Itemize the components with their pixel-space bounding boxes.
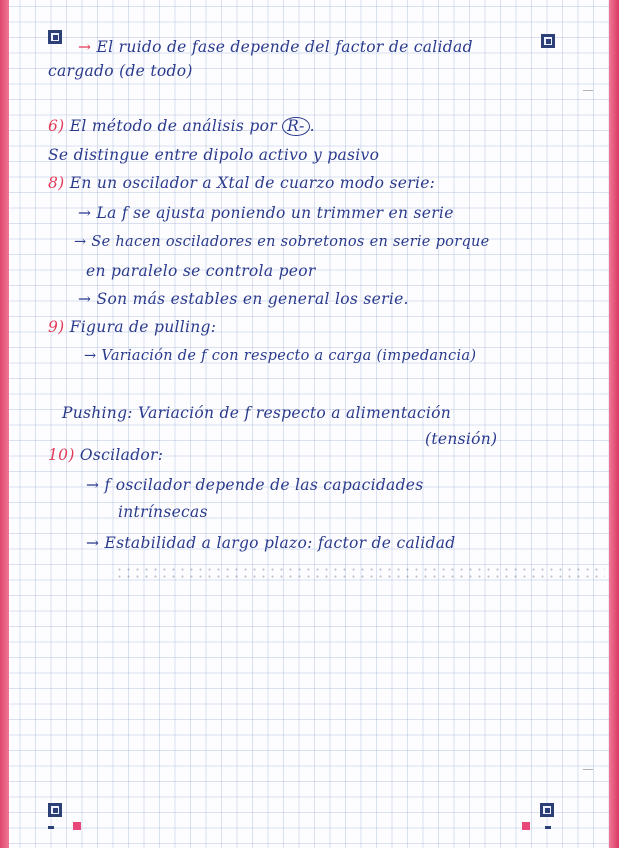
note-line-7: → Se hacen osciladores en sobretonos en serie porque	[74, 234, 490, 250]
arrow-bullet-icon: →	[74, 234, 87, 250]
item-number: 9)	[48, 318, 65, 336]
item-number: 8)	[48, 174, 65, 192]
note-line-16: intrínsecas	[118, 503, 208, 521]
faded-scribble-line	[115, 566, 605, 580]
note-line-15: → f oscilador depende de las capacidades	[86, 476, 424, 494]
item-number: 10)	[48, 446, 75, 464]
corner-marker-bottom-left	[48, 803, 62, 817]
edge-tick	[583, 90, 593, 91]
circled-label: R-	[282, 117, 310, 136]
corner-marker-top-right	[541, 34, 555, 48]
note-line-4: Se distingue entre dipolo activo y pasivo	[48, 146, 380, 164]
bar-mark-left	[48, 826, 54, 829]
note-line-14: 10) Oscilador:	[48, 446, 164, 464]
note-line-12: Pushing: Variación de f respecto a alimentación	[62, 404, 452, 422]
note-line-6: → La f se ajusta poniendo un trimmer en serie	[78, 204, 454, 222]
left-margin-stripe	[0, 0, 9, 848]
arrow-bullet-icon: →	[78, 38, 92, 56]
corner-marker-top-left	[48, 30, 62, 44]
note-line-8: en paralelo se controla peor	[86, 262, 316, 280]
arrow-bullet-icon: →	[86, 476, 100, 494]
item-number: 6)	[48, 117, 65, 135]
pink-marker-left	[73, 822, 81, 830]
note-line-3: 6) El método de análisis por R- .	[48, 117, 315, 135]
corner-marker-bottom-right	[540, 803, 554, 817]
arrow-bullet-icon: →	[78, 290, 92, 308]
note-line-5: 8) En un oscilador a Xtal de cuarzo modo serie:	[48, 174, 436, 192]
right-margin-stripe	[609, 0, 619, 848]
note-line-13: (tensión)	[425, 430, 498, 448]
note-line-2: cargado (de todo)	[48, 62, 193, 80]
note-line-10: 9) Figura de pulling:	[48, 318, 217, 336]
pink-marker-right	[522, 822, 530, 830]
arrow-bullet-icon: →	[86, 534, 100, 552]
arrow-bullet-icon: →	[78, 204, 92, 222]
note-line-1: → El ruido de fase depende del factor de calidad	[78, 38, 473, 56]
arrow-bullet-icon: →	[84, 348, 97, 364]
note-line-11: → Variación de f con respecto a carga (impedancia)	[84, 348, 477, 364]
note-line-9: → Son más estables en general los serie.	[78, 290, 409, 308]
edge-tick	[583, 769, 593, 770]
note-line-17: → Estabilidad a largo plazo: factor de calidad	[86, 534, 456, 552]
bar-mark-right	[545, 826, 551, 829]
